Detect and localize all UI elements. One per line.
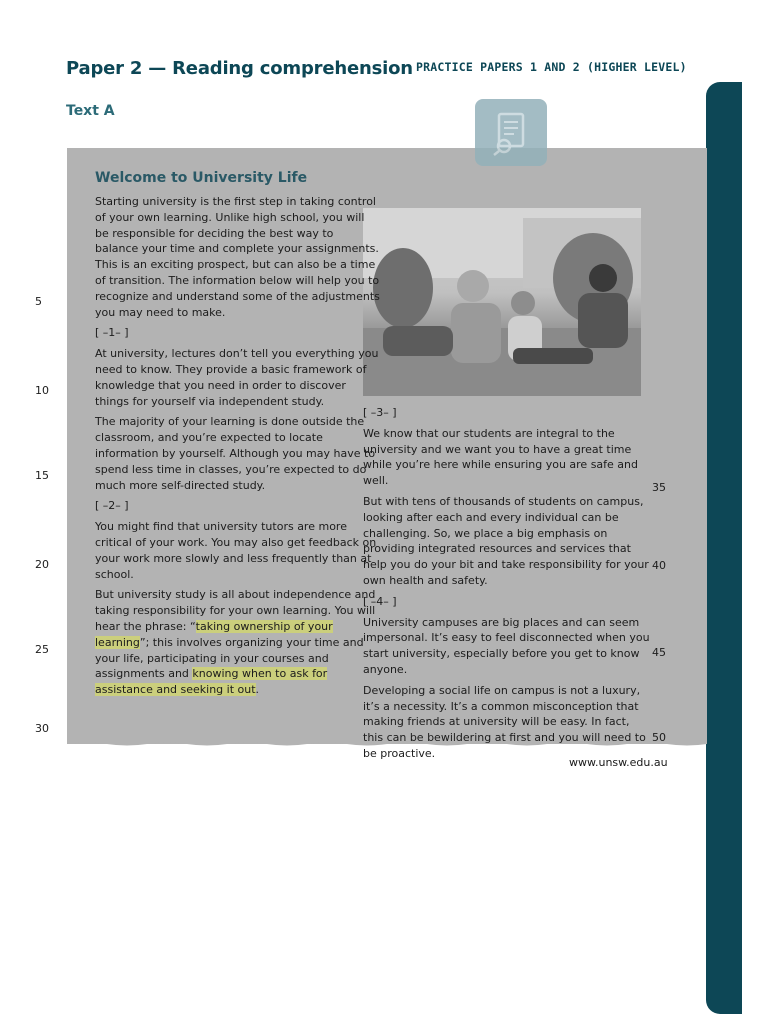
paragraph: Developing a social life on campus is not a luxury, it’s a necessity. It’s a common misconception that making friends at university will be easy. In fact, this can be bewildering at first and you will need to be proactive. [363, 683, 646, 760]
gap-marker-3: [ –3– ] [363, 406, 397, 419]
paragraph: You might find that university tutors are more critical of your work. You may also get feedback on your work more slowly and less frequently than at school. [95, 520, 377, 581]
line-number: 20 [35, 558, 49, 571]
paragraph: The majority of your learning is done outside the classroom, and you’re expected to locate information by yourself. Although you may have to spend less time in classes, you’re expected to do much more self-directed study. [95, 415, 376, 492]
paragraph [95, 587, 380, 698]
side-tab-bar [706, 82, 742, 1014]
paragraph: Starting university is the first step in taking control of your own learning. Unlike high school, you will be responsible for deciding the best way to balance your time and complete your assignments. This is an exciting prospect, but can also be a time of transition. The information below will help you to recognize and understand some of the adjustments you may need to make. [95, 195, 380, 319]
line-number: 40 [652, 559, 666, 572]
line-number: 15 [35, 469, 49, 482]
line-number: 5 [35, 295, 42, 308]
article-column-left [95, 194, 380, 703]
line-number: 25 [35, 643, 49, 656]
highlighted-phrase: taking ownership of your learning [95, 619, 333, 649]
paragraph: At university, lectures don’t tell you everything you need to know. They provide a basic framework of knowledge that you need in order to discover things for yourself via independent study. [95, 347, 379, 408]
gap-marker-1: [ –1– ] [95, 326, 129, 340]
running-header: PRACTICE PAPERS 1 AND 2 (HIGHER LEVEL) [416, 60, 687, 74]
students-photo [363, 208, 641, 396]
document-search-icon [475, 99, 547, 166]
line-number: 30 [35, 722, 49, 735]
article-title: Welcome to University Life [95, 170, 308, 186]
paragraph: We know that our students are integral to the university and we want you to have a great time while you’re here while ensuring you are safe and well. [363, 426, 638, 488]
line-number: 10 [35, 384, 49, 397]
article-column-right [363, 405, 653, 767]
text-run: ”; this involves organizing your time and your life, participating in your courses and assignments and [95, 635, 364, 681]
gap-marker-2: [ –2– ] [95, 499, 129, 513]
line-number: 45 [652, 646, 666, 659]
paragraph: University campuses are big places and can seem impersonal. It’s easy to feel disconnected when you start university, especially before you get to know anyone. [363, 615, 650, 676]
line-number: 50 [652, 731, 666, 744]
highlighted-phrase: knowing when to ask for assistance and seeking it out [95, 667, 328, 697]
paragraph: But with tens of thousands of students on campus, looking after each and every individual can be challenging. So, we place a big emphasis on providing integrated resources and services that help you do your bit and take responsibility for your own health and safety. [363, 494, 649, 587]
text-label: Text A [66, 103, 115, 119]
page-title: Paper 2 — Reading comprehension [66, 58, 413, 79]
gap-marker-4: [ –4– ] [363, 594, 397, 608]
text-run: But university study is all about independence and taking responsibility for your own learning. You will hear the phrase: “ [95, 588, 376, 633]
source-url: www.unsw.edu.au [569, 756, 668, 769]
line-number: 35 [652, 481, 666, 494]
text-run: . [255, 683, 260, 697]
